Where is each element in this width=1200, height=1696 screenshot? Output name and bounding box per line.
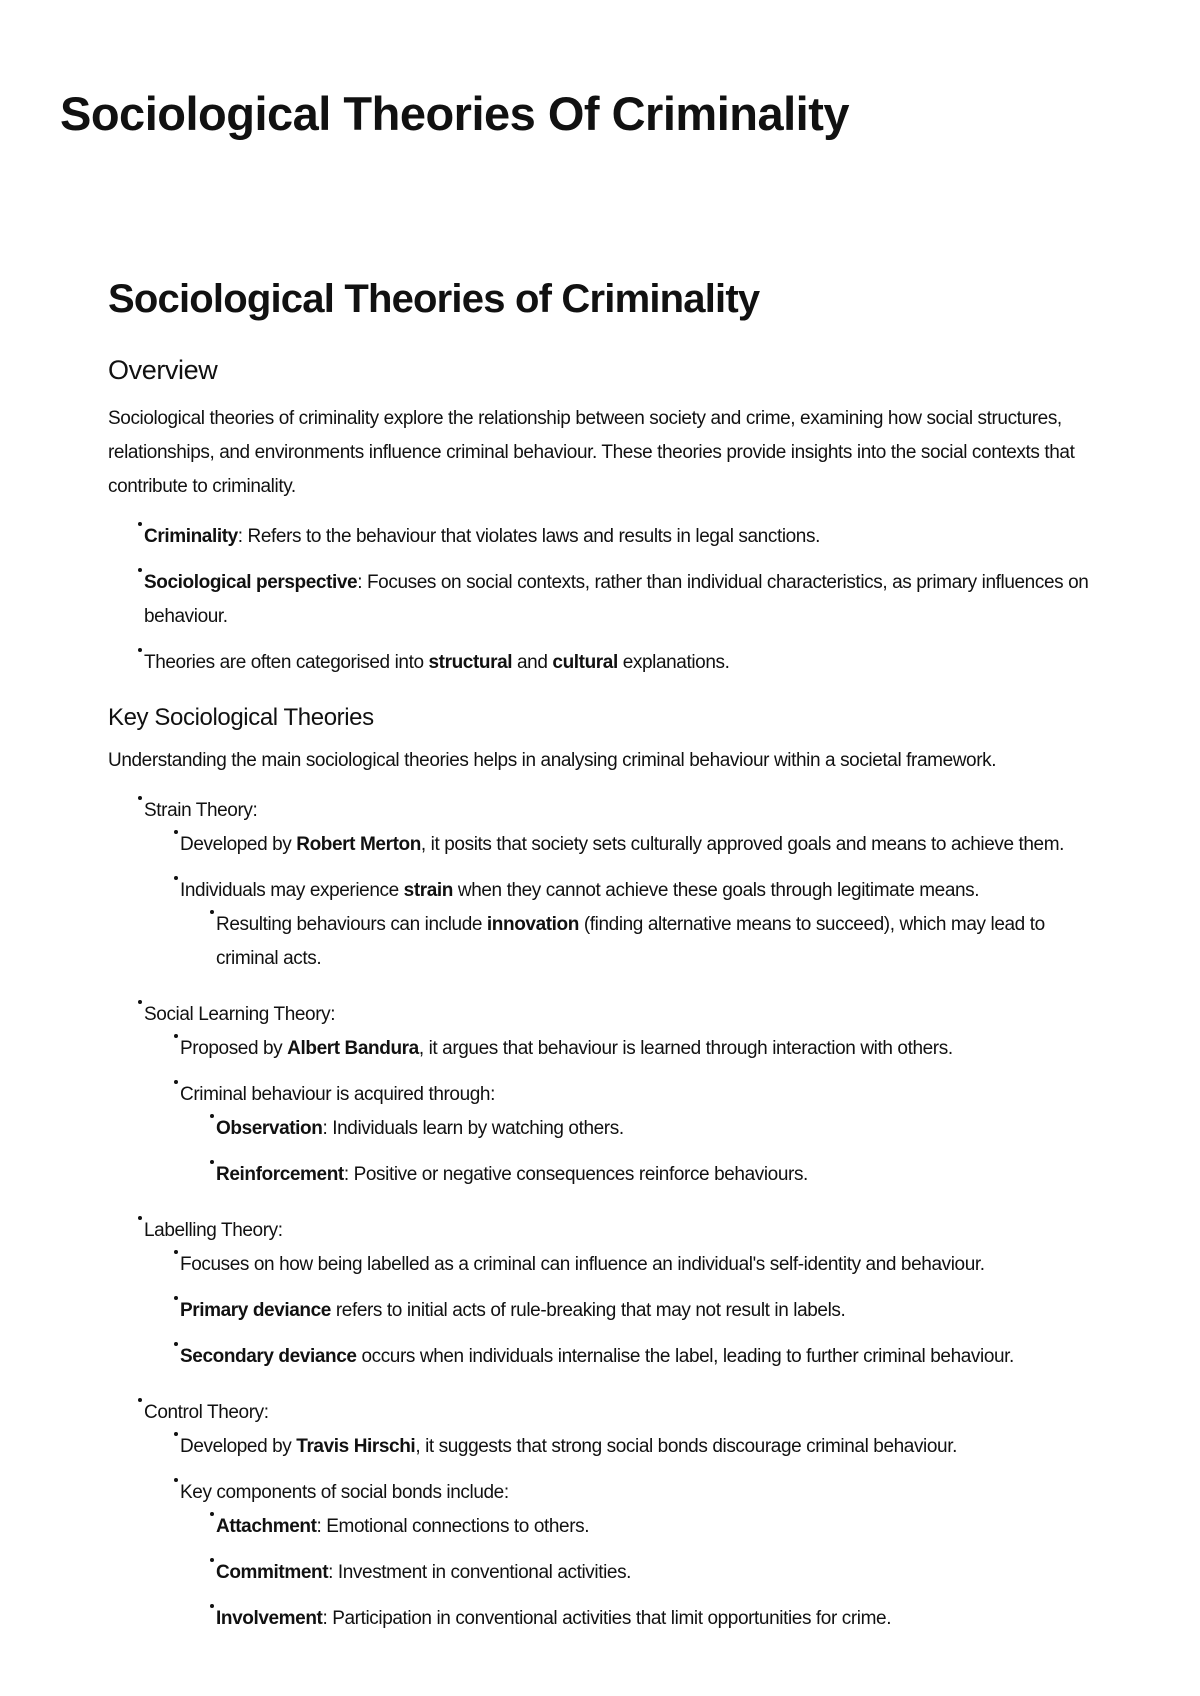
theory-strain: Strain Theory: Developed by Robert Merton, it posits that society sets culturally approved goals and means to achieve them. Individuals may experience strain when they cannot achieve these goals through legitimate means. Resulting behaviours can include innovation (finding alternative means to succeed), which may lead to criminal acts. xyxy=(144,794,1108,976)
list-item: Attachment: Emotional connections to others. xyxy=(216,1510,1108,1544)
list-item: Criminal behaviour is acquired through: Observation: Individuals learn by watching others. Reinforcement: Positive or negative consequences reinforce behaviours. xyxy=(180,1078,1108,1192)
list-item: Theories are often categorised into structural and cultural explanations. xyxy=(144,646,1108,680)
document-title: Sociological Theories of Criminality xyxy=(108,277,760,321)
theory-control: Control Theory: Developed by Travis Hirschi, it suggests that strong social bonds discourage criminal behaviour. Key components of social bonds include: Attachment: Emotional connections to others. Commitment: Investment in conventional activities. Involvement: Participation in conventional activities that limit opportunities for crime. xyxy=(144,1396,1108,1636)
list-item: Proposed by Albert Bandura, it argues that behaviour is learned through interaction with others. xyxy=(180,1032,1108,1066)
list-item: Resulting behaviours can include innovation (finding alternative means to succeed), which may lead to criminal acts. xyxy=(216,908,1108,976)
list-item: Developed by Robert Merton, it posits that society sets culturally approved goals and means to achieve them. xyxy=(180,828,1108,862)
list-item: Secondary deviance occurs when individuals internalise the label, leading to further criminal behaviour. xyxy=(180,1340,1108,1374)
key-theories-heading: Key Sociological Theories xyxy=(108,704,374,731)
overview-list xyxy=(108,520,1108,680)
list-item: Sociological perspective: Focuses on social contexts, rather than individual characteristics, as primary influences on behaviour. xyxy=(144,566,1108,634)
key-theories-intro: Understanding the main sociological theories helps in analysing criminal behaviour within a societal framework. xyxy=(108,750,997,771)
list-item: Developed by Travis Hirschi, it suggests that strong social bonds discourage criminal behaviour. xyxy=(180,1430,1108,1464)
document-body xyxy=(108,270,1108,1656)
list-item: Reinforcement: Positive or negative consequences reinforce behaviours. xyxy=(216,1158,1108,1192)
theory-labelling: Labelling Theory: Focuses on how being labelled as a criminal can influence an individual's self-identity and behaviour. Primary deviance refers to initial acts of rule-breaking that may not result in labels. Secondary deviance occurs when individuals internalise the label, leading to further criminal behaviour. xyxy=(144,1214,1108,1374)
list-item: Involvement: Participation in conventional activities that limit opportunities for crime. xyxy=(216,1602,1108,1636)
overview-paragraph: Sociological theories of criminality explore the relationship between society and crime, examining how social structures, relationships, and environments influence criminal behaviour. These theories provide insights into the social contexts that contribute to criminality. xyxy=(108,408,1075,497)
list-item: Criminality: Refers to the behaviour that violates laws and results in legal sanctions. xyxy=(144,520,1108,554)
list-item: Primary deviance refers to initial acts of rule-breaking that may not result in labels. xyxy=(180,1294,1108,1328)
list-item: Key components of social bonds include: Attachment: Emotional connections to others. Commitment: Investment in conventional activities. Involvement: Participation in conventional activities that limit opportunities for crime. xyxy=(180,1476,1108,1636)
page-title: Sociological Theories Of Criminality xyxy=(60,87,850,140)
theory-name: Labelling Theory xyxy=(144,1220,278,1241)
theory-social-learning: Social Learning Theory: Proposed by Albert Bandura, it argues that behaviour is learned through interaction with others. Criminal behaviour is acquired through: Observation: Individuals learn by watching others. Reinforcement: Positive or negative consequences reinforce behaviours. xyxy=(144,998,1108,1192)
list-item: Individuals may experience strain when they cannot achieve these goals through legitimate means. Resulting behaviours can include innovation (finding alternative means to succeed), which may lead to criminal acts. xyxy=(180,874,1108,976)
list-item: Observation: Individuals learn by watching others. xyxy=(216,1112,1108,1146)
theory-name: Social Learning Theory xyxy=(144,1004,331,1025)
theory-name: Strain Theory xyxy=(144,800,253,821)
theory-name: Control Theory xyxy=(144,1402,264,1423)
theories-list xyxy=(108,794,1108,1636)
list-item: Focuses on how being labelled as a criminal can influence an individual's self-identity and behaviour. xyxy=(180,1248,1108,1282)
list-item: Commitment: Investment in conventional activities. xyxy=(216,1556,1108,1590)
overview-heading: Overview xyxy=(108,355,218,385)
